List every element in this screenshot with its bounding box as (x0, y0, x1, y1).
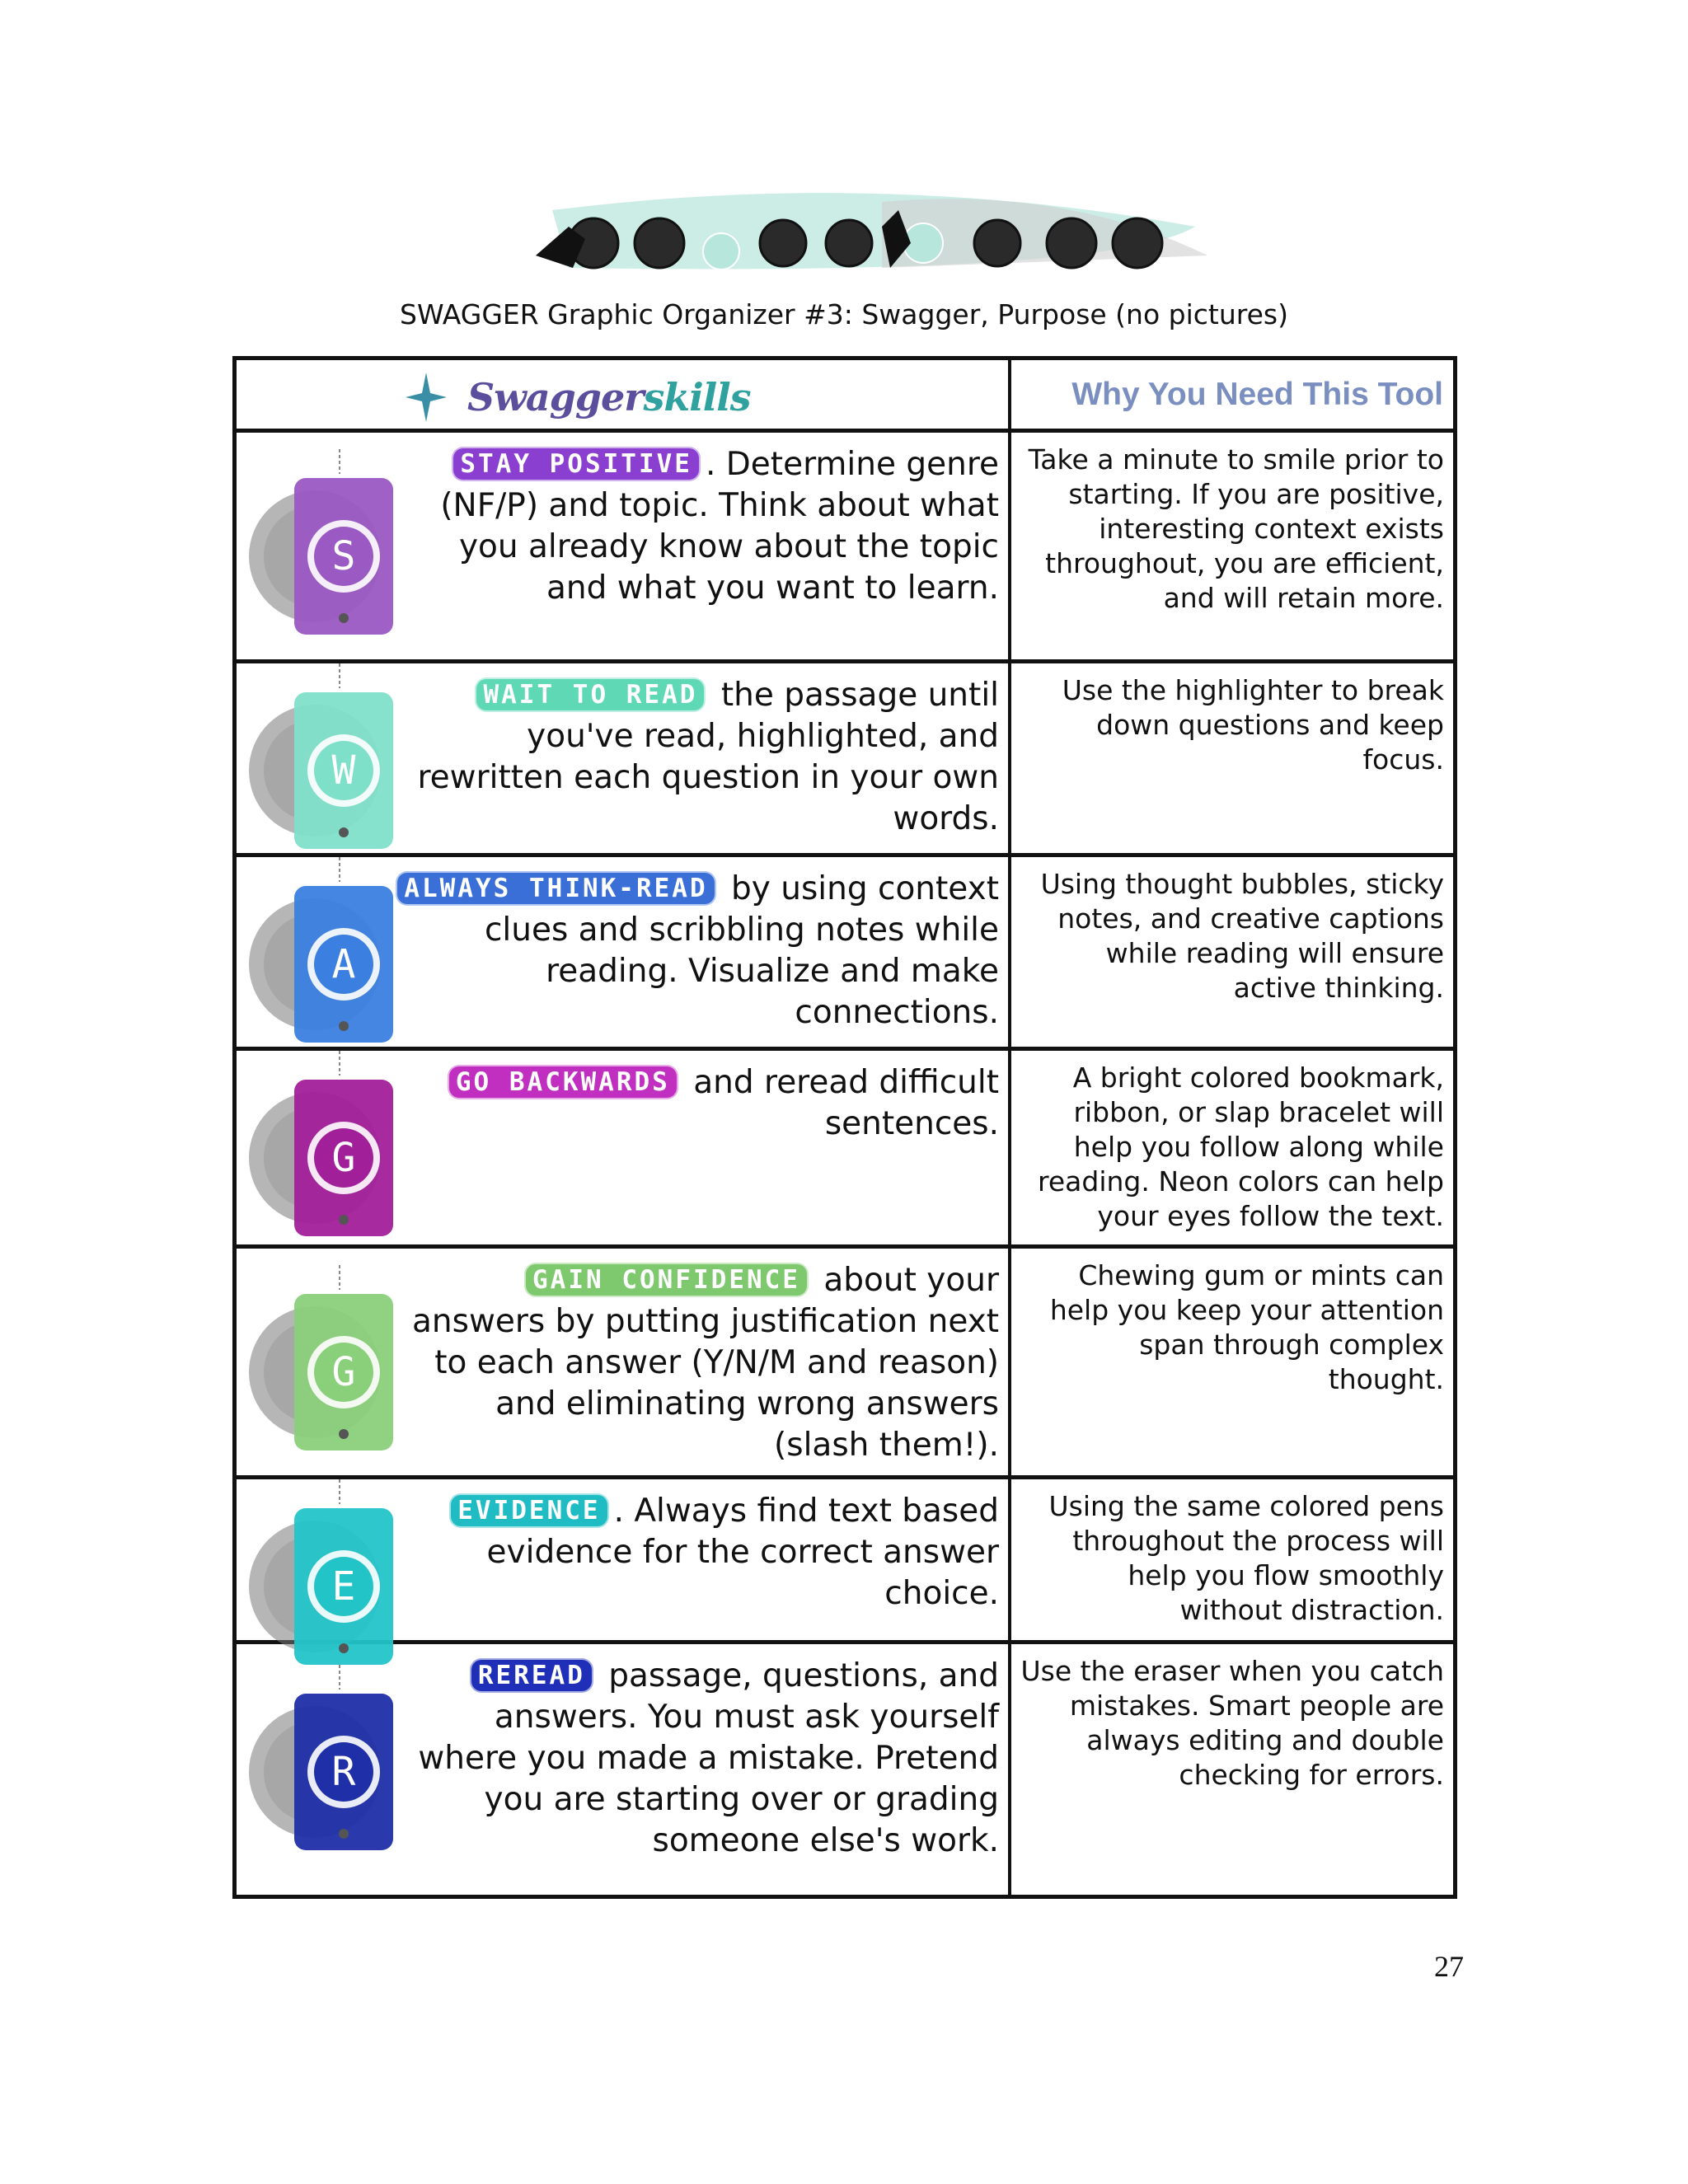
table-row (237, 857, 1453, 1051)
table-row (237, 433, 1453, 663)
letter-badge-icon (245, 857, 410, 1063)
figure-icon (401, 368, 451, 426)
swagger-skills-logo (536, 177, 1212, 284)
strategy-text (393, 1491, 999, 1615)
strategy-label-pill: REREAD (470, 1658, 593, 1693)
why-tool-text: Use the highlighter to break down questions and keep focus. (1062, 674, 1444, 776)
strategy-description: passage, questions, and answers. You must ask yourself where you made a mistake. Pretend you are starting over or grading someone else's work. (418, 1657, 999, 1859)
table-row (237, 1249, 1453, 1479)
header-logo-part2: skills (643, 375, 751, 419)
table-row (237, 1051, 1453, 1249)
strategy-text (393, 1260, 999, 1466)
strategy-label-pill: GAIN CONFIDENCE (524, 1263, 809, 1297)
strategy-description: . Determine genre (NF/P) and topic. Think about what you already know about the topic and what you want to learn. (440, 446, 999, 607)
badge-letter: W (331, 748, 356, 794)
strategy-text (393, 1062, 999, 1145)
strategy-text (393, 675, 999, 840)
badge-letter: S (331, 533, 356, 579)
badge-letter: G (331, 1135, 356, 1181)
why-tool-text: A bright colored bookmark, ribbon, or slap bracelet will help you follow along while reading. Neon colors can help your eyes follow the text. (1038, 1062, 1444, 1232)
strategy-description: . Always find text based evidence for the correct answer choice. (486, 1493, 999, 1612)
header-why-tool: Why You Need This Tool (1071, 376, 1443, 412)
strategy-label-pill: GO BACKWARDS (448, 1065, 678, 1099)
table-row (237, 1644, 1453, 1883)
why-tool-text: Take a minute to smile prior to starting. If you are positive, interesting context exists throughout, you are efficient, and will retain more. (1028, 443, 1444, 614)
table-header-row (237, 360, 1453, 433)
badge-letter: G (331, 1349, 356, 1395)
letter-badge-icon (245, 1665, 410, 1871)
letter-badge-icon (245, 1265, 410, 1471)
strategy-text (393, 444, 999, 609)
table-row (237, 1479, 1453, 1644)
letter-badge-icon (245, 663, 410, 869)
strategy-label-pill: WAIT TO READ (475, 677, 706, 712)
strategy-description: about your answers by putting justification next to each answer (Y/N/M and reason) and eliminating wrong answers (slash them!). (412, 1262, 999, 1464)
graphic-organizer-table (232, 356, 1457, 1899)
why-tool-text: Use the eraser when you catch mistakes. Smart people are always editing and double checking for errors. (1020, 1655, 1444, 1791)
strategy-label-pill: STAY POSITIVE (452, 447, 701, 481)
badge-letter: E (331, 1563, 356, 1610)
letter-badge-icon (245, 1051, 410, 1257)
page-number: 27 (1434, 1950, 1464, 1983)
why-tool-text: Using the same colored pens throughout the process will help you flow smoothly without distraction. (1048, 1490, 1444, 1626)
letter-badge-icon (245, 449, 410, 655)
header-logo-part1: Swagger (467, 375, 644, 419)
page-subtitle: SWAGGER Graphic Organizer #3: Swagger, Purpose (no pictures) (400, 298, 1288, 330)
strategy-text (393, 869, 999, 1033)
badge-letter: R (331, 1749, 356, 1795)
strategy-label-pill: EVIDENCE (449, 1493, 608, 1528)
why-tool-text: Chewing gum or mints can help you keep your attention span through complex thought. (1049, 1259, 1444, 1395)
strategy-description: and reread difficult sentences. (682, 1064, 999, 1142)
strategy-description: the passage until you've read, highlighted, and rewritten each question in your own words. (417, 677, 999, 837)
strategy-description: by using context clues and scribbling notes while reading. Visualize and make connections. (484, 870, 999, 1031)
table-row (237, 663, 1453, 857)
strategy-text (393, 1656, 999, 1862)
strategy-label-pill: ALWAYS THINK-READ (396, 871, 715, 906)
swagger-skills-header-logo (401, 368, 863, 426)
why-tool-text: Using thought bubbles, sticky notes, and creative captions while reading will ensure active thinking. (1040, 868, 1444, 1004)
badge-letter: A (331, 941, 356, 987)
